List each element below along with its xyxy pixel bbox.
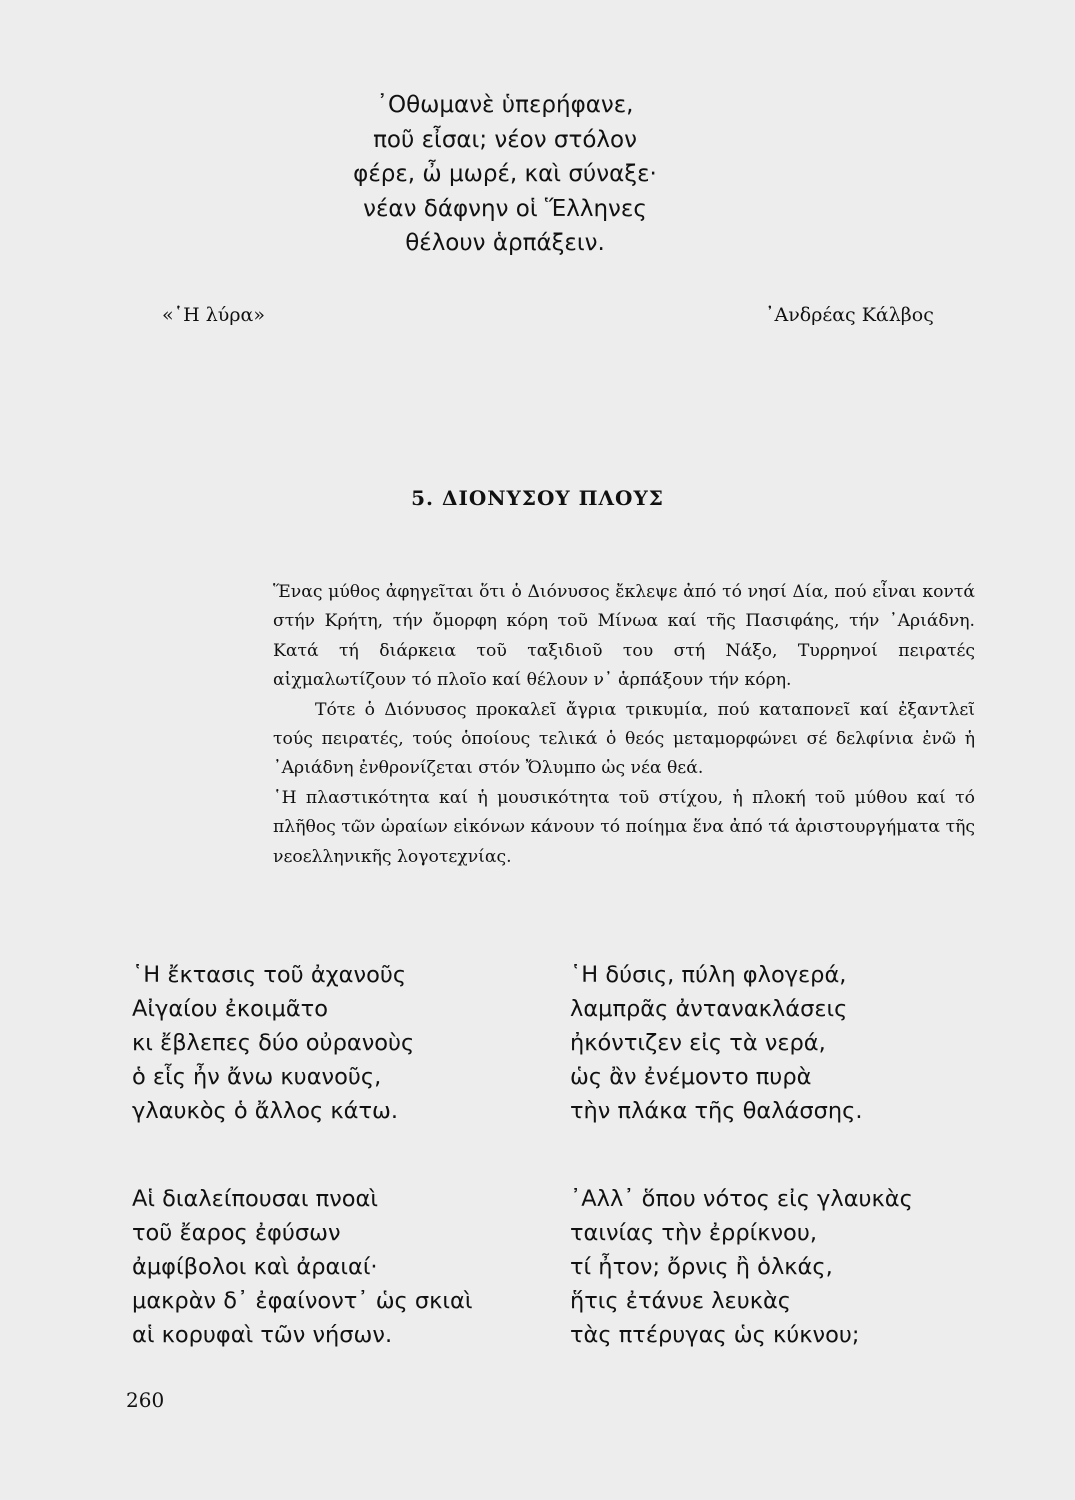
poem-line: ᾿Οθωμανὲ ὑπερήφανε,	[376, 92, 634, 118]
poem-line: ποῦ εἶσαι; νέον στόλον	[373, 126, 637, 153]
verse-line: μακρὰν δ᾿ ἐφαίνοντ᾿ ὡς σκιαὶ	[132, 1288, 473, 1314]
verse-line: ταινίας τὴν ἐρρίκνου,	[570, 1220, 817, 1246]
verse-line: Αἱ διαλείπουσαι πνοαὶ	[132, 1186, 378, 1212]
verse-line: ἠκόντιζεν εἰς τὰ νερά,	[570, 1030, 826, 1056]
poem-source: «῾Η λύρα»	[162, 304, 265, 326]
verse-line: γλαυκὸς ὁ ἄλλος κάτω.	[132, 1098, 399, 1124]
verse-line: ἥτις ἐτάνυε λευκὰς	[570, 1288, 792, 1314]
verse-line: ῾Η δύσις, πύλη φλογερά,	[570, 962, 847, 988]
prose-paragraph: ῾Η πλαστικότητα καί ἡ μουσικότητα τοῦ στίχου, ἡ πλοκή τοῦ μύθου καί τό πλῆθος τῶν ὡραίων εἰκόνων κάνουν τό ποίημα ἕνα ἀπό τά ἀριστουργήματα τῆς νεοελληνικῆς λογοτεχνίας.	[273, 787, 975, 867]
kalvos-poem-excerpt	[345, 88, 665, 261]
poem-line: θέλουν ἁρπάξειν.	[405, 230, 605, 256]
stanza-2-left	[132, 1182, 473, 1352]
stanza-1-left	[132, 958, 414, 1128]
verse-line: ὁ εἷς ἦν ἄνω κυανοῦς,	[132, 1064, 382, 1090]
stanza-1-right	[570, 958, 863, 1128]
verse-line: τί ἦτον; ὄρνις ἢ ὁλκάς,	[570, 1254, 833, 1280]
section-title: 5. ΔΙΟΝΥΣΟΥ ΠΛΟΥΣ	[411, 486, 664, 510]
verse-line: ἀμφίβολοι καὶ ἀραιαί·	[132, 1254, 378, 1280]
verse-line: κι ἔβλεπες δύο οὐρανοὺς	[132, 1030, 415, 1056]
verse-line: τοῦ ἔαρος ἐφύσων	[132, 1220, 341, 1246]
page-number: 260	[126, 1388, 165, 1412]
verse-line: ὡς ἂν ἐνέμοντο πυρὰ	[570, 1064, 812, 1090]
introduction-text	[273, 578, 975, 872]
verse-line: ᾿Αλλ᾿ ὅπου νότος εἰς γλαυκὰς	[570, 1186, 913, 1212]
prose-paragraph: Ἕνας μύθος ἀφηγεῖται ὅτι ὁ Διόνυσος ἔκλεψε ἀπό τό νησί Δία, πού εἶναι κοντά στήν Κρήτη, τήν ὄμορφη κόρη τοῦ Μίνωα καί τῆς Πασιφάης, τήν ᾿Αριάδνη. Κατά τή διάρκεια τοῦ ταξιδιοῦ του στή Νάξο, Τυρρηνοί πειρατές αἰχμαλωτίζουν τό πλοῖο καί θέλουν ν᾿ ἁρπάξουν τήν κόρη.	[273, 582, 975, 691]
poem-line: φέρε, ὦ μωρέ, καὶ σύναξε·	[353, 161, 657, 187]
verse-line: Αἰγαίου ἐκοιμᾶτο	[132, 996, 328, 1022]
verse-line: ῾Η ἔκτασις τοῦ ἀχανοῦς	[132, 962, 407, 988]
verse-line: λαμπρᾶς ἀντανακλάσεις	[570, 996, 848, 1022]
verse-line: τὰς πτέρυγας ὡς κύκνου;	[570, 1322, 860, 1348]
verse-line: τὴν πλάκα τῆς θαλάσσης.	[570, 1098, 863, 1124]
prose-paragraph: Τότε ὁ Διόνυσος προκαλεῖ ἄγρια τρικυμία, πού καταπονεῖ καί ἐξαντλεῖ τούς πειρατές, τούς ὁποίους τελικά ὁ θεός μεταμορφώνει σέ δελφίνια ἐνῶ ἡ ᾿Αριάδνη ἐνθρονίζεται στόν Ὄλυμπο ὡς νέα θεά.	[273, 699, 975, 779]
poem-line: νέαν δάφνην οἱ Ἕλληνες	[363, 195, 647, 222]
stanza-2-right	[570, 1182, 913, 1352]
verse-line: αἱ κορυφαὶ τῶν νήσων.	[132, 1322, 393, 1348]
poem-author: ᾿Ανδρέας Κάλβος	[765, 304, 934, 326]
